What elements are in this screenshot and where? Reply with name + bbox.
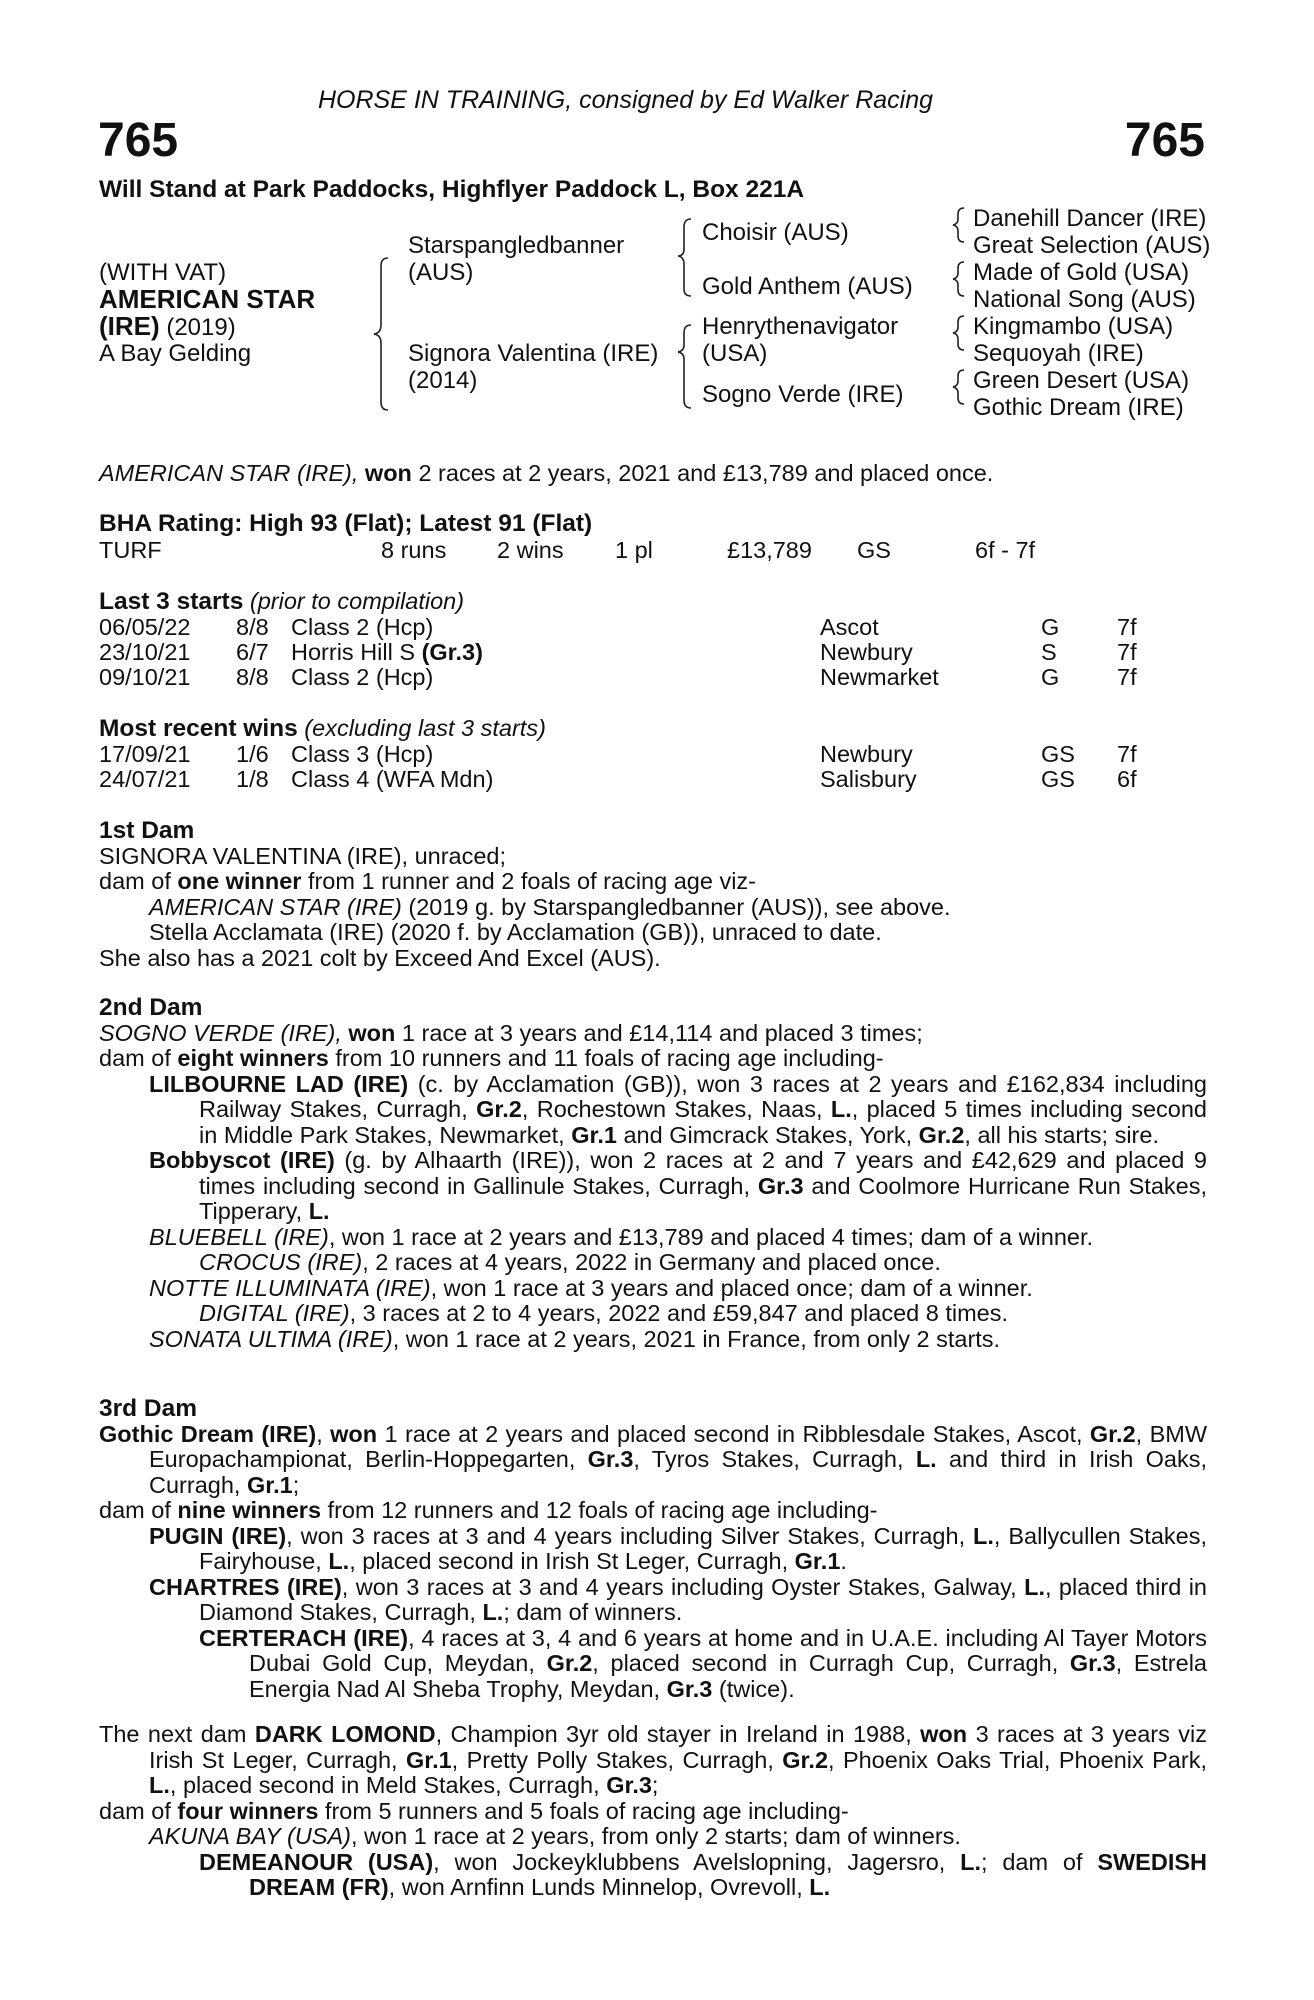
t: from 1 runner and 2 foals of racing age viz-: [301, 868, 756, 894]
start-going: G: [1041, 614, 1060, 640]
start-date: 06/05/22: [99, 614, 191, 640]
first-dam-line: SIGNORA VALENTINA (IRE), unraced;: [99, 842, 507, 869]
t: 1 race at 3 years and £14,114 and placed 3 times;: [395, 1019, 923, 1046]
start-race-grade: (Gr.3): [421, 639, 483, 665]
winners-count: one winner: [177, 868, 302, 894]
win-going: GS: [1041, 766, 1075, 792]
win-position: 1/8: [236, 766, 269, 792]
produce-chartres: [99, 1575, 1207, 1626]
dam-name: SOGNO VERDE (IRE),: [99, 1019, 342, 1046]
next-dam-line: [99, 1722, 1207, 1799]
winners-count: four winners: [177, 1797, 319, 1824]
first-dam-heading: 1st Dam: [99, 817, 195, 844]
produce-name: CERTERACH (IRE): [199, 1624, 409, 1651]
grand-produce-demeanour: [99, 1850, 1207, 1901]
third-dam-section: [99, 1396, 1207, 1702]
produce-bobbyscot: [99, 1148, 1207, 1225]
t: ; dam of: [981, 1848, 1098, 1875]
grade: Gr.2: [918, 1121, 965, 1148]
t: ,: [316, 1420, 331, 1447]
produce-stella-acclamata: Stella Acclamata (IRE) (2020 f. by Acclamation (GB)), unraced to date.: [149, 919, 882, 945]
produce-akuna-bay: [99, 1824, 1207, 1850]
produce-name: LILBOURNE LAD (IRE): [149, 1070, 409, 1097]
grade: Gr.2: [1089, 1420, 1136, 1447]
t: and Gimcrack Stakes, York,: [616, 1121, 919, 1148]
grand-produce-crocus: [99, 1250, 1207, 1276]
start-position: 8/8: [236, 614, 269, 640]
grade: L.: [308, 1198, 330, 1224]
gen3-dss: Kingmambo (USA): [973, 313, 1174, 340]
bha-rating-heading: BHA Rating: High 93 (Flat); Latest 91 (Flat): [99, 510, 593, 537]
gen3-sdd: National Song (AUS): [973, 286, 1196, 313]
catalogue-subtitle: HORSE IN TRAINING, consigned by Ed Walker Racing: [318, 86, 934, 114]
produce-sonata-ultima: [99, 1327, 1207, 1353]
recent-wins-note: (excluding last 3 starts): [297, 715, 546, 741]
produce-bluebell: [99, 1225, 1207, 1251]
produce-name: DIGITAL (IRE): [199, 1300, 350, 1326]
first-dam-note: She also has a 2021 colt by Exceed And Excel (AUS).: [99, 944, 661, 971]
start-race-name: Class 2 (Hcp): [291, 664, 434, 690]
produce-american-star: [99, 895, 1207, 921]
last-starts-title: Last 3 starts: [99, 588, 244, 615]
t: , Champion 3yr old stayer in Ireland in 1988,: [435, 1721, 921, 1747]
grade: L.: [830, 1096, 852, 1122]
produce-name: CHARTRES (IRE): [149, 1573, 342, 1600]
summary-won: won: [364, 460, 412, 486]
grade: L.: [328, 1548, 350, 1574]
grade: Gr.3: [587, 1446, 634, 1472]
t: , 4 races at 3, 4 and 6 years at home and in U.A.E. including Al Tayer Motors Dubai Gold Cup, Meydan,: [249, 1624, 1207, 1676]
gen3-sds: Made of Gold (USA): [973, 259, 1190, 286]
grade: Gr.2: [782, 1746, 829, 1773]
t: , Estrela Energia Nad Al Sheba Trophy, Meydan,: [249, 1650, 1207, 1702]
t: , won 3 races at 3 and 4 years including Oyster Stakes, Galway,: [341, 1573, 1025, 1600]
rating-distance: 6f - 7f: [975, 537, 1036, 563]
grade: Gr.3: [1069, 1650, 1116, 1676]
start-race: [291, 615, 433, 641]
t: ; dam of winners.: [503, 1599, 683, 1625]
grade: Gr.3: [757, 1172, 804, 1199]
lot-number-left: 765: [98, 114, 179, 167]
dam-year: (2014): [408, 367, 478, 394]
race-summary: [99, 461, 993, 487]
horse-origin: (IRE): [99, 311, 160, 341]
t: (c. by Acclamation (GB)), won 3 races at 2 years and £162,834 including Railway Stakes, Curragh,: [199, 1070, 1207, 1122]
t: dam of: [99, 868, 178, 894]
last-starts-heading: [99, 589, 464, 615]
stand-location: Will Stand at Park Paddocks, Highflyer Paddock L, Box 221A: [99, 176, 805, 203]
produce-pugin: [99, 1524, 1207, 1575]
win-race: Class 3 (Hcp): [291, 741, 434, 767]
lot-number-right: 765: [1124, 114, 1205, 167]
win-distance: 6f: [1117, 766, 1137, 792]
win-position: 1/6: [236, 741, 269, 767]
second-dam-line: [99, 1021, 1207, 1047]
produce-name: AMERICAN STAR (IRE): [149, 893, 402, 920]
produce-name: BLUEBELL (IRE): [149, 1223, 329, 1250]
t: (twice).: [712, 1675, 795, 1702]
first-dam-section: [99, 818, 1207, 971]
t: , won Arnfinn Lunds Minnelop, Ovrevoll,: [388, 1874, 810, 1900]
sire-name: Starspangledbanner: [408, 232, 625, 259]
start-distance: 7f: [1117, 639, 1137, 665]
t: , won 1 race at 2 years, from only 2 starts; dam of winners.: [350, 1823, 961, 1849]
summary-horse-name: AMERICAN STAR (IRE),: [99, 460, 359, 486]
start-course: Newbury: [820, 639, 913, 665]
rating-runs: 8 runs: [381, 537, 447, 563]
next-dam-produce-line: [99, 1799, 1207, 1825]
t: , Tyros Stakes, Curragh,: [633, 1446, 916, 1472]
win-course: Salisbury: [820, 766, 917, 792]
start-course: Ascot: [820, 614, 879, 640]
win-course: Newbury: [820, 741, 913, 767]
third-dam-heading: 3rd Dam: [99, 1395, 198, 1422]
start-race-name: Class 2 (Hcp): [291, 614, 434, 640]
t: dam of: [99, 1797, 178, 1824]
t: , placed second in Irish St Leger, Curragh,: [349, 1548, 795, 1574]
win-going: GS: [1041, 741, 1075, 767]
rating-placed: 1 pl: [615, 537, 653, 563]
gen3-ssd: Great Selection (AUS): [973, 232, 1211, 259]
grade: L.: [973, 1522, 994, 1549]
grand-produce-certerach: [99, 1626, 1207, 1703]
t: (g. by Alhaarth (IRE)), won 2 races at 2 and 7 years and £42,629 and placed 9 times including second in Gallinule Stakes, Curragh,: [199, 1147, 1207, 1199]
t: , Rochestown Stakes, Naas,: [521, 1096, 831, 1122]
win-date: 17/09/21: [99, 741, 191, 767]
grade: Gr.1: [405, 1746, 452, 1773]
third-dam-line: [99, 1422, 1207, 1499]
won: won: [920, 1721, 968, 1747]
start-position: 8/8: [236, 664, 269, 690]
produce-name: SONATA ULTIMA (IRE): [149, 1325, 393, 1352]
dam-sire-origin: (USA): [702, 340, 768, 367]
t: , BMW Europachampionat, Berlin-Hoppegarten,: [149, 1420, 1207, 1472]
second-dam-heading: 2nd Dam: [99, 994, 203, 1021]
grade: Gr.2: [476, 1096, 522, 1122]
t: from 12 runners and 12 foals of racing age including-: [321, 1497, 878, 1523]
dam-sire: Henrythenavigator: [702, 313, 899, 340]
grade: Gr.2: [546, 1650, 593, 1676]
start-position: 6/7: [236, 639, 269, 665]
produce-name: Bobbyscot (IRE): [149, 1147, 335, 1173]
t: dam of: [99, 1045, 178, 1071]
t: and Coolmore Hurricane Run Stakes, Tipperary,: [199, 1172, 1207, 1224]
grade: L.: [960, 1848, 982, 1875]
horse-year: (2019): [159, 314, 236, 341]
t: , won 3 races at 3 and 4 years including Silver Stakes, Curragh,: [286, 1522, 974, 1549]
produce-name: NOTTE ILLUMINATA (IRE): [149, 1274, 431, 1301]
won: won: [348, 1019, 396, 1046]
grade: Gr.1: [794, 1548, 841, 1574]
sire-sire: Choisir (AUS): [702, 219, 849, 246]
next-dam-section: [99, 1722, 1207, 1901]
win-race: Class 4 (WFA Mdn): [291, 766, 494, 792]
t: , all his starts; sire.: [964, 1121, 1159, 1148]
grade: L.: [1024, 1573, 1045, 1600]
winners-count: eight winners: [177, 1045, 329, 1071]
t: , placed third in Diamond Stakes, Curragh,: [199, 1573, 1207, 1625]
gen3-dsd: Sequoyah (IRE): [973, 340, 1144, 367]
start-course: Newmarket: [820, 664, 939, 690]
start-distance: 7f: [1117, 614, 1137, 640]
start-date: 09/10/21: [99, 664, 191, 690]
second-dam-section: [99, 995, 1207, 1352]
gen3-sss: Danehill Dancer (IRE): [973, 205, 1207, 232]
start-race-name: Horris Hill S: [291, 639, 422, 665]
produce-name: SWEDISH DREAM (FR): [249, 1848, 1208, 1900]
grand-produce-digital: [99, 1301, 1207, 1327]
t: 3 races at 3 years viz Irish St Leger, Curragh,: [149, 1721, 1207, 1773]
t: ;: [292, 1471, 300, 1498]
gen3-dds: Green Desert (USA): [973, 367, 1190, 394]
t: , 3 races at 2 to 4 years, 2022 and £59,847 and placed 8 times.: [349, 1300, 1009, 1326]
t: , Pretty Polly Stakes, Curragh,: [451, 1746, 783, 1773]
recent-wins-title: Most recent wins: [99, 715, 298, 742]
t: The next dam: [99, 1721, 255, 1747]
dam-dam: Sogno Verde (IRE): [702, 381, 904, 408]
grade: Gr.3: [666, 1675, 713, 1702]
sire-origin: (AUS): [408, 259, 474, 286]
third-dam-produce-line: [99, 1498, 1207, 1524]
t: , placed second in Curragh Cup, Curragh,: [592, 1650, 1070, 1676]
rating-surface: TURF: [99, 537, 162, 563]
dam-name: Signora Valentina (IRE): [408, 340, 659, 367]
t: .: [840, 1548, 847, 1574]
sire-dam: Gold Anthem (AUS): [702, 273, 913, 300]
start-race: [291, 665, 433, 691]
produce-name: DEMEANOUR (USA): [199, 1848, 434, 1875]
win-date: 24/07/21: [99, 766, 191, 792]
t: , won Jockeyklubbens Avelslopning, Jagersro,: [433, 1848, 961, 1875]
grade: L.: [482, 1599, 504, 1625]
win-distance: 7f: [1117, 741, 1137, 767]
won: won: [330, 1420, 378, 1447]
dam-name: Gothic Dream (IRE): [99, 1420, 317, 1447]
t: , won 1 race at 3 years and placed once; dam of a winner.: [430, 1274, 1033, 1301]
t: , won 1 race at 2 years and £13,789 and placed 4 times; dam of a winner.: [328, 1223, 1094, 1250]
t: , Phoenix Oaks Trial, Phoenix Park,: [828, 1746, 1207, 1773]
start-going: S: [1041, 639, 1057, 665]
start-date: 23/10/21: [99, 639, 191, 665]
produce-name: AKUNA BAY (USA): [149, 1823, 351, 1849]
t: and third in Irish Oaks, Curragh,: [149, 1446, 1208, 1498]
grade: L.: [809, 1874, 831, 1900]
produce-lilbourne-lad: [99, 1072, 1207, 1149]
t: 1 race at 2 years and placed second in Ribblesdale Stakes, Ascot,: [377, 1420, 1090, 1447]
vat-label: (WITH VAT): [99, 259, 227, 286]
t: (2019 g. by Starspangledbanner (AUS)), see above.: [401, 893, 951, 920]
t: , Ballycullen Stakes, Fairyhouse,: [199, 1522, 1207, 1574]
t: , placed second in Meld Stakes, Curragh,: [169, 1772, 607, 1798]
t: from 10 runners and 11 foals of racing age including-: [328, 1045, 884, 1071]
start-distance: 7f: [1117, 664, 1137, 690]
last-starts-note: (prior to compilation): [243, 588, 465, 614]
t: , 2 races at 4 years, 2022 in Germany and placed once.: [362, 1249, 941, 1275]
horse-name: AMERICAN STAR: [99, 284, 316, 314]
t: dam of: [99, 1497, 178, 1523]
grade: L.: [149, 1772, 170, 1798]
winners-count: nine winners: [177, 1497, 322, 1523]
rating-going: GS: [857, 537, 891, 563]
rating-wins: 2 wins: [497, 537, 564, 563]
t: ;: [651, 1772, 659, 1798]
first-dam-produce-line: [99, 869, 1207, 895]
recent-wins-heading: [99, 716, 546, 742]
gen3-ddd: Gothic Dream (IRE): [973, 394, 1184, 421]
grade: Gr.3: [606, 1772, 652, 1798]
horse-description: A Bay Gelding: [99, 340, 252, 367]
produce-name: CROCUS (IRE): [199, 1249, 363, 1275]
t: , won 1 race at 2 years, 2021 in France, from only 2 starts.: [392, 1325, 1001, 1352]
produce-notte-illuminata: [99, 1276, 1207, 1302]
dam-name: DARK LOMOND: [254, 1721, 436, 1747]
summary-rest: 2 races at 2 years, 2021 and £13,789 and placed once.: [411, 460, 994, 486]
grade: Gr.1: [571, 1121, 617, 1148]
start-going: G: [1041, 664, 1060, 690]
t: from 5 runners and 5 foals of racing age including-: [318, 1797, 849, 1824]
grade: Gr.1: [246, 1471, 293, 1498]
grade: L.: [915, 1446, 937, 1472]
second-dam-produce-line: [99, 1046, 1207, 1072]
t: , placed 5 times including second in Middle Park Stakes, Newmarket,: [199, 1096, 1207, 1148]
produce-name: PUGIN (IRE): [149, 1522, 287, 1549]
rating-earnings: £13,789: [727, 537, 812, 563]
start-race: [291, 640, 483, 666]
